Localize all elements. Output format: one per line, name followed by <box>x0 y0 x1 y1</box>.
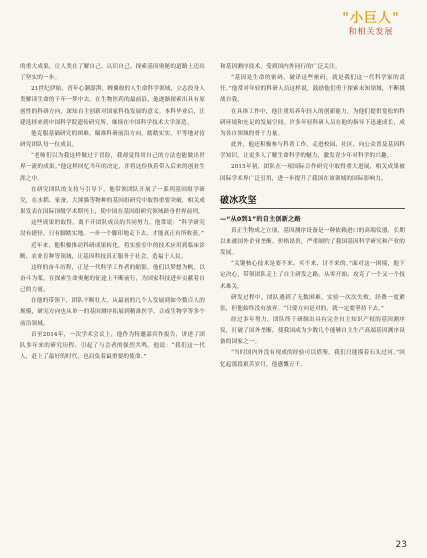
column-badge <box>335 12 407 46</box>
page-number: 23 <box>395 540 407 550</box>
paragraph: “老师们以为我这样做过于冒险，我却觉得用自己的方法也能做出世界一流的成果。”他这样回忆当年的决定，并将这份执着带入后来的创业生涯之中。 <box>20 153 205 182</box>
paragraph: 首至2014年，一次学术会议上，他作为特邀嘉宾作报告，讲述了团队多年来的研究历程，引起了与会者的强烈共鸣。他说：“我们这一代人，赶上了最好的时代，也肩负着最重要的使命。” <box>20 331 205 361</box>
paragraph: 的重大成果，让人类在了解自己、认识自己、探索基因奥秘的道路上迈出了坚实的一步。 <box>20 64 205 82</box>
badge-title: "小巨人" <box>342 11 400 26</box>
paragraph: 2015年初，团队在一项国际合作研究中取得重大进展，相关成果被国际学术界广泛引用，进一步提升了我国在该领域的国际影响力。 <box>220 164 405 182</box>
paragraph: 这样的奋斗历程，正是一代科学工作者的缩影。他们以梦想为帆，以奋斗为桨，在探索生命奥秘的征途上不断前行，为国家科技进步贡献着自己的力量。 <box>20 264 205 294</box>
paragraph: 近年来，他积极推动科研成果转化，将实验室中的技术应用到临床诊断、农业育种等领域，让基因科技真正服务于社会，造福于人民。 <box>20 242 205 260</box>
paragraph: “基因是生命的密码，破译这些密码，就是我们这一代科学家的责任。”他常对年轻的科研人员这样说，鼓励他们勇于探索未知领域，不断挑战自我。 <box>220 75 405 104</box>
paragraph: 此外，他还积极参与科普工作，走进校园、社区，向公众普及基因科学知识，让更多人了解生命科学的魅力，激发青少年对科学的兴趣。 <box>220 142 405 160</box>
right-top-paragraphs <box>220 62 405 185</box>
paragraph: 在他的带领下，团队不断壮大，从最初的几个人发展到如今数百人的规模，研究方向也从单一的基因测序拓展到精准医学、合成生物学等多个前沿领域。 <box>20 298 205 327</box>
paragraph: 在研究团队的支持与引导下，他带领团队开展了一系列基因组学研究，在水稻、家蚕、大熊猫等物种的基因组研究中取得重要突破，相关成果发表在国际顶级学术期刊上，使中国在基因组研究领域跻身世界前列。 <box>20 186 205 216</box>
paragraph: 经过多年努力，团队终于研制出具有完全自主知识产权的基因测序仪，打破了国外垄断，使我国成为少数几个能够自主生产高端基因测序设备的国家之一。 <box>220 316 405 346</box>
paragraph: “关键核心技术是要不来、买不来、讨不来的。”面对这一困境，他下定决心，带领团队走上了自主研发之路。从零开始，攻克了一个又一个技术难关。 <box>220 261 405 290</box>
section-divider <box>220 208 405 209</box>
right-text-column <box>220 62 405 371</box>
paragraph: 在具体工作中，他注重培养年轻人的创新能力，为他们提供宽松的科研环境和充足的发展空间。许多年轻科研人员在他的指导下迅速成长，成为各自领域的骨干力量。 <box>220 108 405 137</box>
section-paragraphs <box>220 226 405 371</box>
paragraph: 他克服基础研究的困难，瞄准科研前沿方向，踏踏实实，平等地对待研究团队每一位成员。 <box>20 130 205 149</box>
badge-subtitle: 和相关发展 <box>348 26 394 36</box>
paragraph: 真正生物成之立项，基因测序设备是一种依赖进口的高端仪器，长期以来被国外企业垄断，价格昂贵，严重制约了我国基因科学研究和产业的发展。 <box>220 227 405 257</box>
paragraph: 研发过程中，团队遇到了无数困难，实验一次次失败，经费一度紧张，但他始终没有放弃。“只要方向是对的，就一定要坚持下去。” <box>220 294 405 312</box>
paragraph: 21世纪伊始，青年心潮澎湃，蝉翼般的人生命科学领域，立志投身人类解读生命的千年一梦中去。在生物医药的最前沿，他逐渐探索出具有原创性的科研方向，深知自主创新对国家科技发展的意义。本科毕业后，汪建选择来到中国科学院遗传研究所，继续在中国科学技术大学深造。 <box>20 86 205 126</box>
section-subtitle: —“从0到1”的自主创新之路 <box>220 215 301 223</box>
paragraph: “当时国内外没有现成的经验可以借鉴，我们只能摸着石头过河。”回忆起那段艰苦岁月，他感慨万千。 <box>220 350 405 368</box>
paragraph: 这些成果的取得，离不开团队成员的共同努力。他常说：“科学研究没有捷径，只有脚踏实地、一步一个脚印地走下去，才能真正有所收获。” <box>20 220 205 238</box>
paragraph: 和基因测序技术，受到国内外同行的广泛关注。 <box>220 64 341 70</box>
section-title: 破冰攻坚 <box>220 195 257 206</box>
left-text-column <box>20 62 205 363</box>
